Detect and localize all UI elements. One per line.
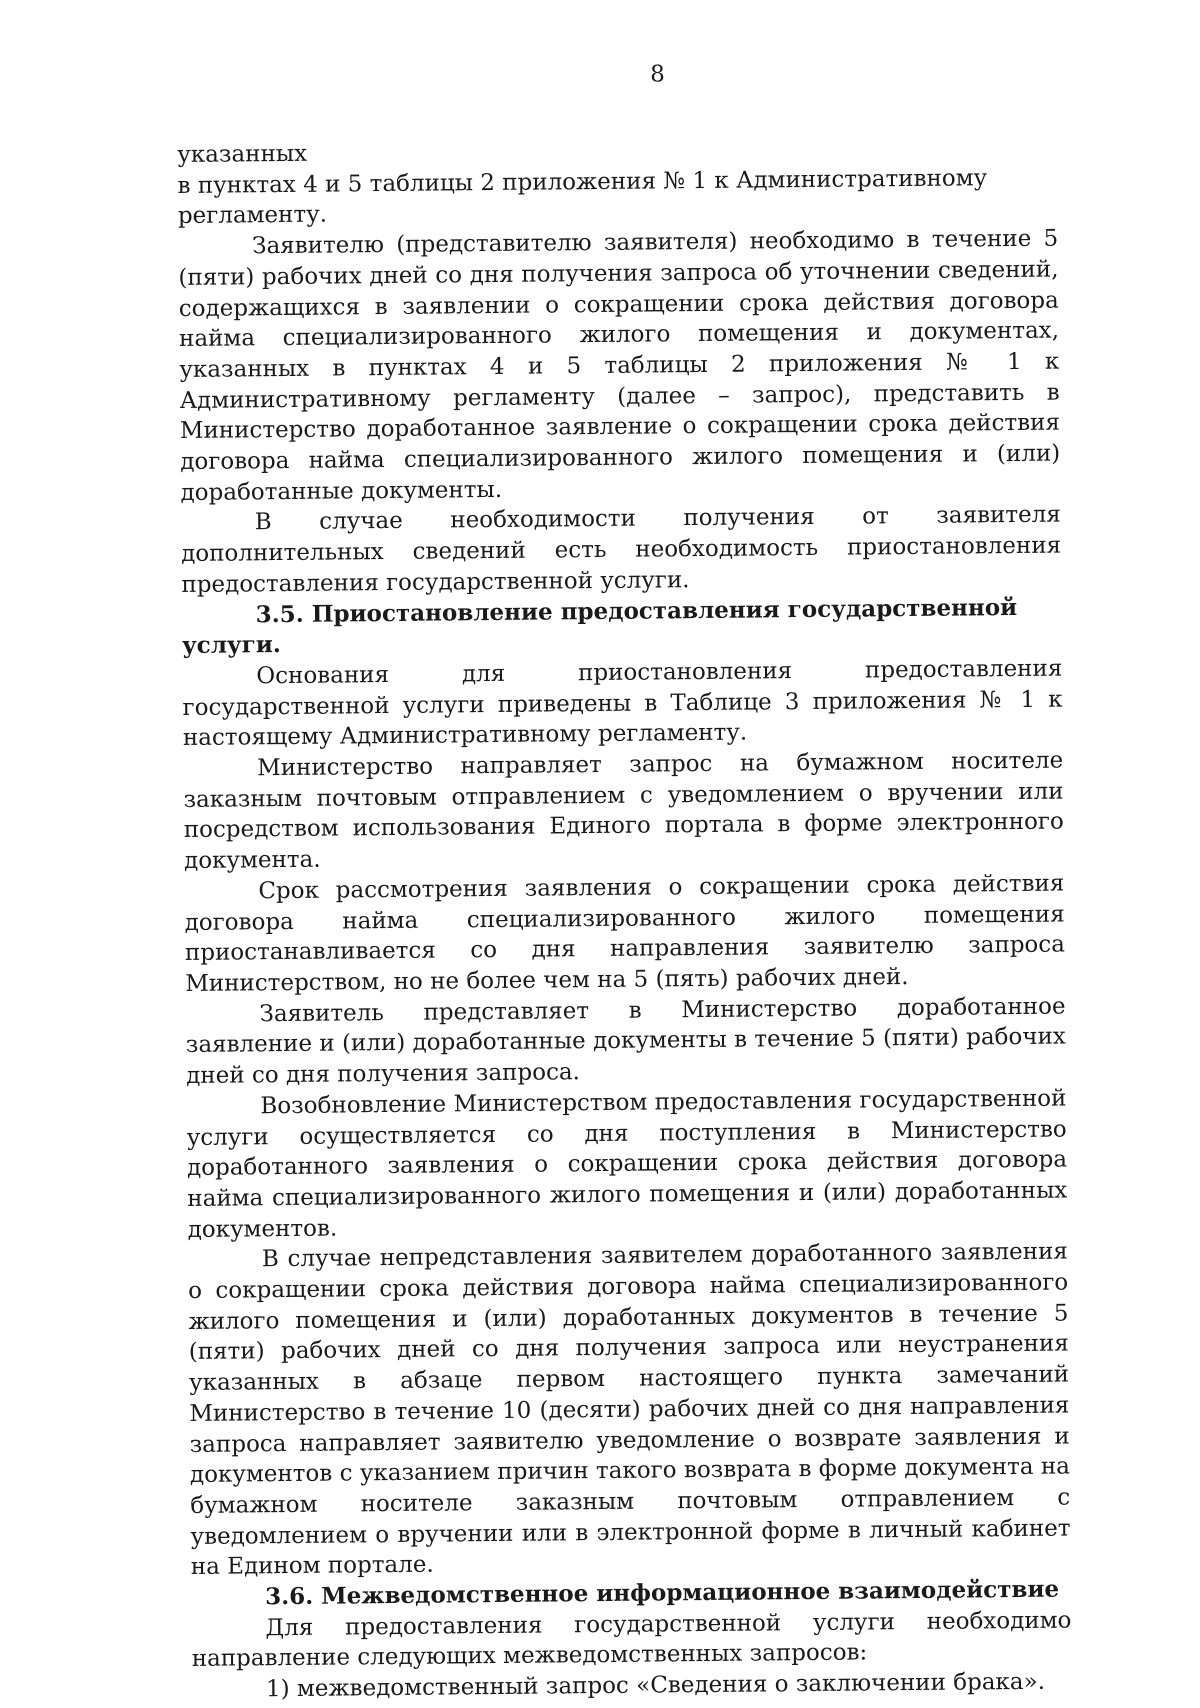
- paragraph-additional-info: В случае необходимости получения от заявителя дополнительных сведений есть необходимость приостановления предоставления государственной услуги.: [181, 501, 1062, 598]
- page-number: 8: [650, 61, 665, 88]
- paragraph-continuation: в пунктах 4 и 5 таблицы 2 приложения № 1 к Административному регламенту.: [177, 164, 988, 230]
- paragraph-review-period: Срок рассмотрения заявления о сокращении срока действия договора найма специализированного жилого помещения приостанавливается со дня направления заявителю запроса Министерством, но не более чем на 5 (пять) рабочих дней.: [184, 870, 1066, 997]
- paragraph-applicant-submits: Заявитель представляет в Министерство доработанное заявление и (или) доработанные документы в течение 5 (пяти) рабочих дней со дня получения запроса.: [185, 993, 1066, 1090]
- document-body: [177, 132, 1072, 1706]
- paragraph-interagency-requests: Для предоставления государственной услуги необходимо направление следующих межведомственных запросов:: [191, 1607, 1072, 1673]
- paragraph-resumption: Возобновление Министерством предоставления государственной услуги осуществляется со дня поступления в Министерство доработанного заявления о сокращении срока действия договора найма специализированного жилого помещения и (или) доработанных документов.: [186, 1085, 1068, 1243]
- paragraph-non-submission: В случае непредставления заявителем доработанного заявления о сокращении срока действия договора найма специализированного жилого помещения и (или) доработанных документов в течение 5 (пяти) рабочих дней со дня получения запроса или неустранения указанных в абзаце первом настоящего пункта замечаний Министерство в течение 10 (десяти) рабочих дней со дня направления запроса направляет заявителю уведомление о возврате заявления и документов с указанием причин такого возврата в форме документа на бумажном носителе заказным почтовым отправлением с уведомлением о вручении или в электронной форме в личный кабинет на Едином портале.: [188, 1238, 1071, 1581]
- section-heading-3-6: 3.6. Межведомственное информационное взаимодействие: [265, 1575, 1060, 1611]
- paragraph-suspension-grounds: Основания для приостановления предоставления государственной услуги приведены в Таблице 3 приложения № 1 к настоящему Административному регламенту.: [182, 655, 1063, 752]
- section-heading-3-5: 3.5. Приостановление предоставления государственной услуги.: [181, 593, 1018, 660]
- paragraph-applicant-deadline: Заявителю (представителю заявителя) необходимо в течение 5 (пяти) рабочих дней со дня получения запроса об уточнении сведений, содержащихся в заявлении о сокращении срока действия договора найма специализированного жилого помещения и документах, указанных в пунктах 4 и 5 таблицы 2 приложения № 1 к Административному регламенту (далее – запрос), представить в Министерство доработанное заявление о сокращении срока действия договора найма специализированного жилого помещения и (или) доработанные документы.: [178, 225, 1061, 506]
- paragraph-continuation-start: указанных: [177, 140, 308, 169]
- list-item-marriage-request: 1) межведомственный запрос «Сведения о заключении брака».: [265, 1668, 1046, 1703]
- paragraph-ministry-request: Министерство направляет запрос на бумажном носителе заказным почтовым отправлением с уведомлением о вручении или посредством использования Единого портала в форме электронного документа.: [183, 747, 1064, 875]
